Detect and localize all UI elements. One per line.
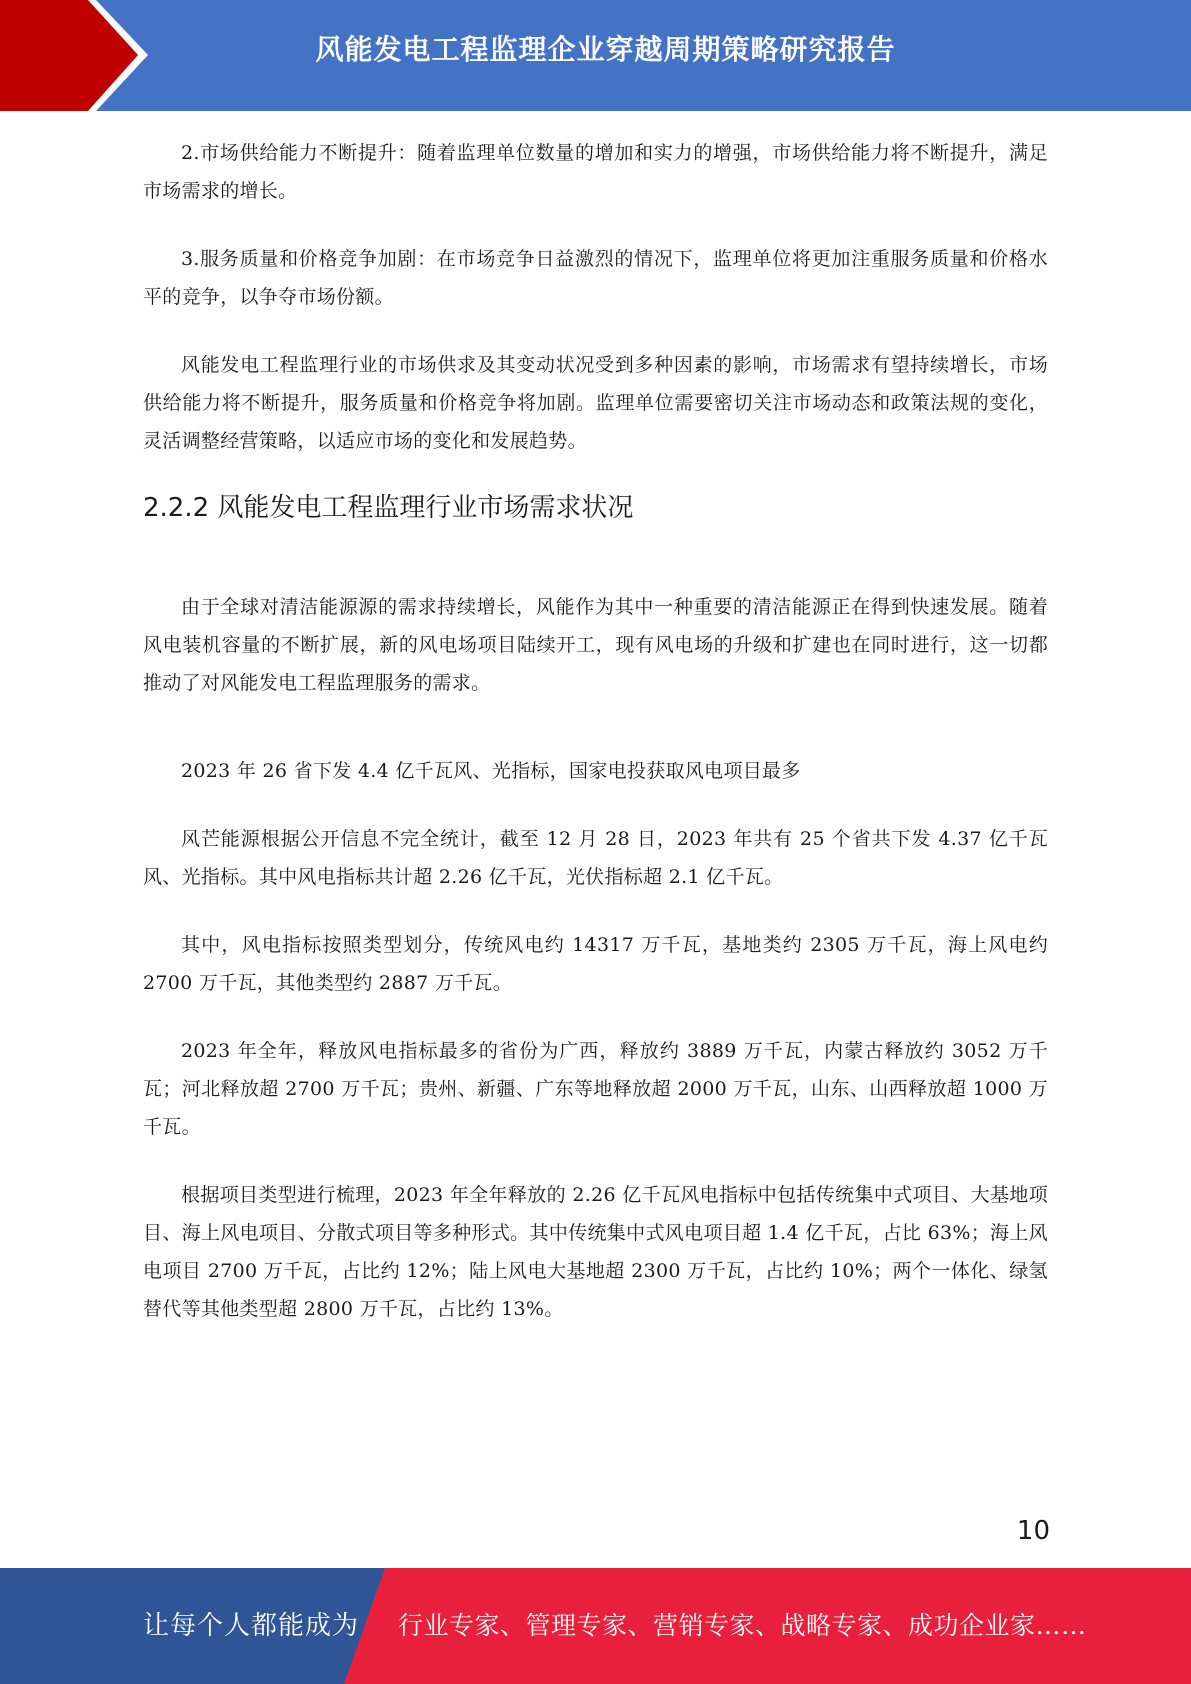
paragraph: 2.市场供给能力不断提升：随着监理单位数量的增加和实力的增强，市场供给能力将不断提升，满足市场需求的增长。 xyxy=(143,142,1048,202)
page-number: 10 xyxy=(1016,1516,1050,1546)
paragraph: 根据项目类型进行梳理，2023 年全年释放的 2.26 亿千瓦风电指标中包括传统集中式项目、大基地项目、海上风电项目、分散式项目等多种形式。其中传统集中式风电项目超 1.4 亿千瓦，占比 63%；海上风电项目 2700 万千瓦，占比约 12%；陆上风电大基地超 2300 万千瓦，占比约 10%；两个一体化、绿氢替代等其他类型超 2800 万千瓦，占比约 13%。 xyxy=(143,1184,1048,1320)
page-footer xyxy=(0,1568,1191,1684)
paragraph: 2023 年全年，释放风电指标最多的省份为广西，释放约 3889 万千瓦，内蒙古释放约 3052 万千瓦；河北释放超 2700 万千瓦；贵州、新疆、广东等地释放超 2000 万千瓦，山东、山西释放超 1000 万千瓦。 xyxy=(143,1040,1048,1138)
footer-slogan-left: 让每个人都能成为 xyxy=(143,1611,360,1641)
page-header xyxy=(0,0,1191,111)
paragraph: 2023 年 26 省下发 4.4 亿千瓦风、光指标，国家电投获取风电项目最多 xyxy=(181,760,801,782)
footer-slogan-right: 行业专家、管理专家、营销专家、战略专家、成功企业家…… xyxy=(398,1611,1087,1640)
paragraph: 其中，风电指标按照类型划分，传统风电约 14317 万千瓦，基地类约 2305 万千瓦，海上风电约 2700 万千瓦，其他类型约 2887 万千瓦。 xyxy=(143,934,1048,994)
paragraph: 风芒能源根据公开信息不完全统计，截至 12 月 28 日，2023 年共有 25 个省共下发 4.37 亿千瓦风、光指标。其中风电指标共计超 2.26 亿千瓦，光伏指标超 2.1 亿千瓦。 xyxy=(143,828,1048,888)
paragraph: 由于全球对清洁能源源的需求持续增长，风能作为其中一种重要的清洁能源正在得到快速发展。随着风电装机容量的不断扩展，新的风电场项目陆续开工，现有风电场的升级和扩建也在同时进行，这一切都推动了对风能发电工程监理服务的需求。 xyxy=(143,596,1048,694)
paragraph: 风能发电工程监理行业的市场供求及其变动状况受到多种因素的影响，市场需求有望持续增长，市场供给能力将不断提升，服务质量和价格竞争将加剧。监理单位需要密切关注市场动态和政策法规的变化，灵活调整经营策略，以适应市场的变化和发展趋势。 xyxy=(143,354,1048,452)
report-title: 风能发电工程监理企业穿越周期策略研究报告 xyxy=(315,33,896,66)
paragraph: 3.服务质量和价格竞争加剧：在市场竞争日益激烈的情况下，监理单位将更加注重服务质量和价格水平的竞争，以争夺市场份额。 xyxy=(143,248,1048,308)
section-heading: 2.2.2 风能发电工程监理行业市场需求状况 xyxy=(143,493,634,523)
main-content xyxy=(143,134,1048,1328)
